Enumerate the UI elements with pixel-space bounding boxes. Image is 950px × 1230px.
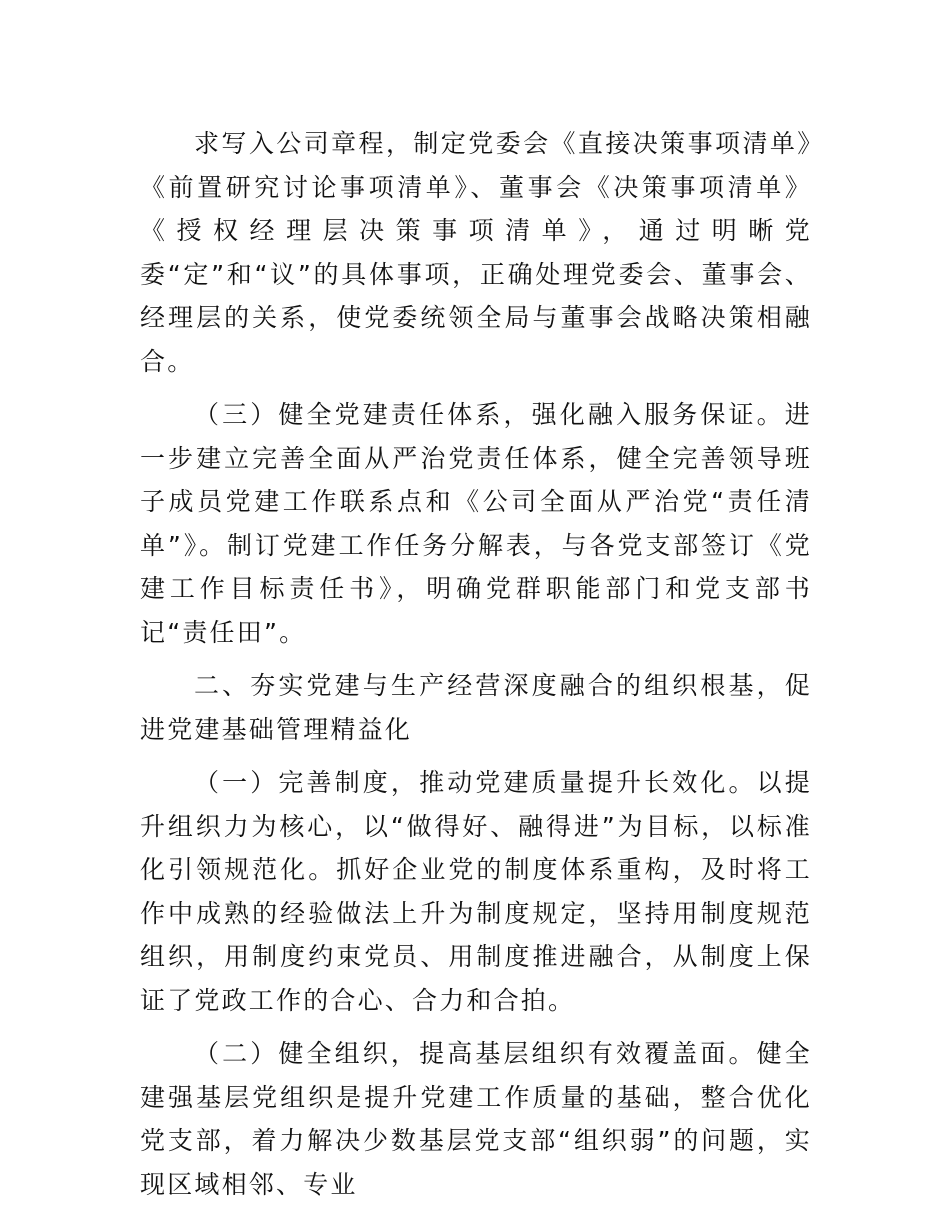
paragraph-subsection-one-system: （一）完善制度，推动党建质量提升长效化。以提升组织力为核心，以“做得好、融得进”为目标，以标准化引领规范化。抓好企业党的制度体系重构，及时将工作中成熟的经验做法上升为制度规定，坚持用制度规范组织，用制度约束党员、用制度推进融合，从制度上保证了党政工作的合心、合力和合拍。	[140, 768, 812, 1015]
paragraph-charter-continuation: 求写入公司章程，制定党委会《直接决策事项清单》《前置研究讨论事项清单》、董事会《决策事项清单》《授权经理层决策事项清单》，通过明晰党委“定”和“议”的具体事项，正确处理党委会、董事会、经理层的关系，使党委统领全局与董事会战略决策相融合。	[140, 129, 812, 376]
document-page	[140, 122, 812, 1216]
paragraph-subsection-three-responsibility: （三）健全党建责任体系，强化融入服务保证。进一步建立完善全面从严治党责任体系，健全完善领导班子成员党建工作联系点和《公司全面从严治党“责任清单”》。制订党建工作任务分解表，与各党支部签订《党建工作目标责任书》，明确党群职能部门和党支部书记“责任田”。	[140, 400, 812, 647]
paragraph-subsection-two-organization: （二）健全组织，提高基层组织有效覆盖面。健全建强基层党组织是提升党建工作质量的基础，整合优化党支部，着力解决少数基层党支部“组织弱”的问题，实现区域相邻、专业	[140, 1039, 812, 1199]
section-heading-two: 二、夯实党建与生产经营深度融合的组织根基，促进党建基础管理精益化	[140, 671, 812, 744]
